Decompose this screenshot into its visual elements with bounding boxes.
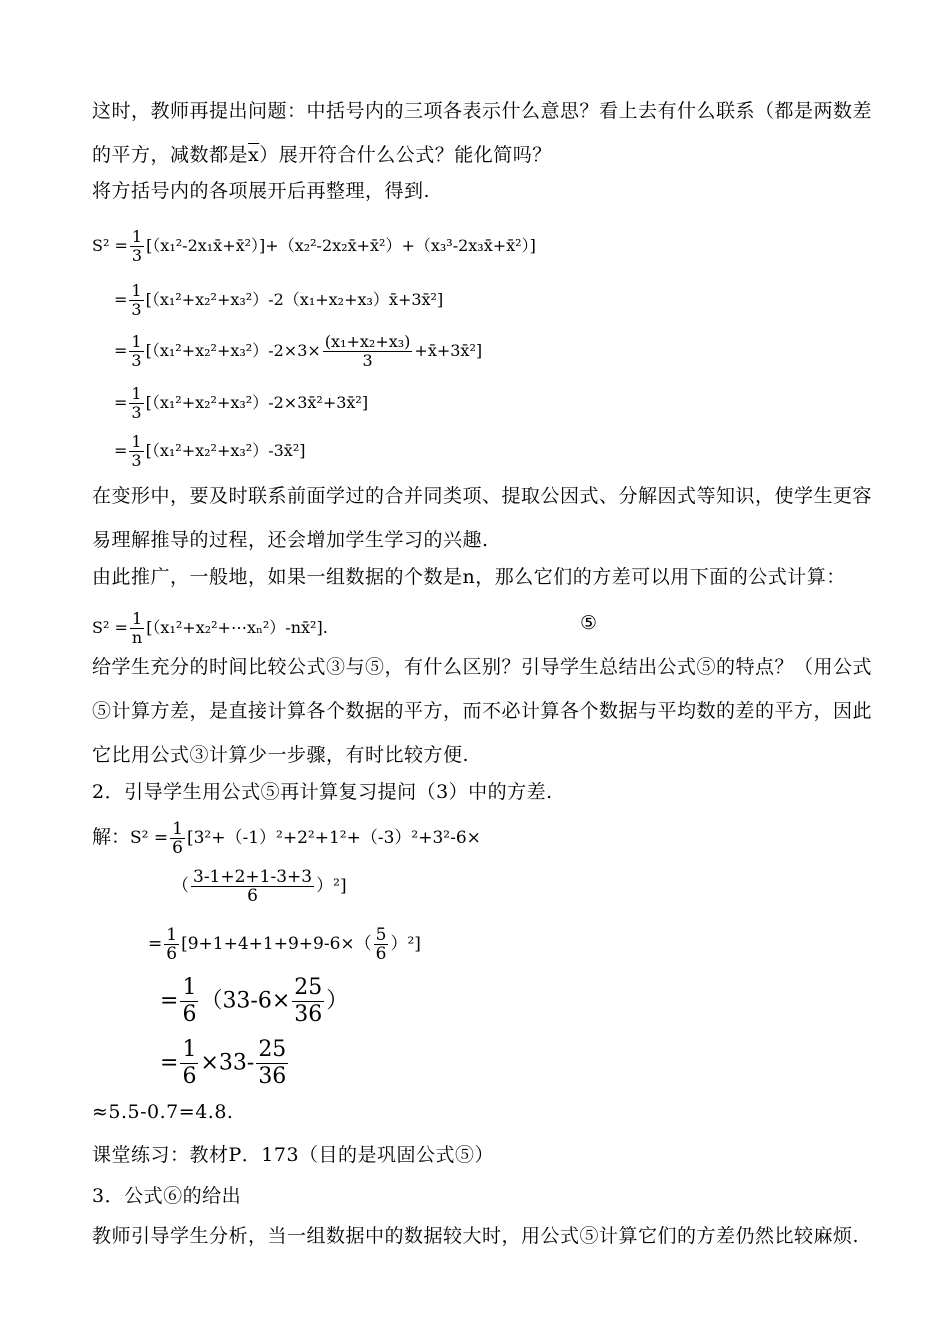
paragraph-transform-line1: 在变形中，要及时联系前面学过的合并同类项、提取公因式、分解因式等知识，使学生更容 [92,485,873,507]
variance-symbol: S² [92,618,110,637]
fraction-one-sixth [164,926,179,963]
expression-end: ）²] [390,934,421,954]
denominator: 6 [182,1002,197,1027]
equals-sign: = [114,341,128,360]
fraction-five-sixths [374,926,389,963]
denominator: 6 [247,886,258,906]
solution-line-4 [160,975,348,1028]
paragraph-question-line2 [92,143,552,167]
fraction-mean [191,868,314,905]
numerator: 3-1+2+1-3+3 [193,867,313,887]
numerator: 1 [131,281,142,300]
equals-sign: = [114,290,128,309]
fraction-sum-over-three [323,333,413,370]
equals-sign: = [114,441,128,460]
equals-sign: = [114,236,128,255]
paragraph-exercise: 课堂练习：教材P．173（目的是巩固公式⑤） [92,1144,495,1166]
denominator: n [131,628,143,647]
solution-label: 解： [92,826,131,848]
derivation-line-4 [114,385,368,422]
paragraph-transform-line2: 易理解推导的过程，还会增加学生学习的兴趣. [92,529,489,551]
fraction-one-third [129,282,143,319]
equals-sign: = [153,828,169,848]
expression: [（x₁²+x₂²+x₃²）-3x̄²] [145,441,306,460]
expression: [（x₁²+x₂²+x₃²）-2×3x̄²+3x̄²] [145,393,369,412]
paragraph-generalize: 由此推广，一般地，如果一组数据的个数是n，那么它们的方差可以用下面的公式计算： [92,566,846,588]
paragraph-step-3: 3．公式⑥的给出 [92,1185,242,1207]
equals-sign: = [160,988,179,1014]
paragraph-teacher-guide: 教师引导学生分析，当一组数据中的数据较大时，用公式⑤计算它们的方差仍然比较麻烦. [92,1225,860,1247]
fraction-one-third [129,333,143,370]
question-text: 的平方，减数都是 [92,144,249,166]
paragraph-step-2: 2．引导学生用公式⑤再计算复习提问（3）中的方差. [92,781,553,803]
general-formula [92,610,328,647]
numerator: 1 [166,925,178,945]
numerator: 1 [182,975,197,1000]
denominator: 36 [294,1002,323,1027]
numerator: 5 [375,925,387,945]
fraction-one-sixth [180,975,198,1028]
solution-line-3 [148,926,421,963]
expression: [（x₁²+x₂²+x₃²）-2×3× [145,341,321,360]
expression: [（x₁²+x₂²+x₃²）-2（x₁+x₂+x₃）x̄+3x̄²] [145,290,444,309]
solution-line-5 [160,1037,290,1090]
fraction-one-third [130,228,144,265]
expression: ×33- [200,1050,255,1076]
denominator: 3 [131,246,143,265]
derivation-line-2 [114,282,443,319]
numerator: 1 [131,432,142,451]
denominator: 3 [131,300,142,319]
denominator: 36 [258,1064,287,1089]
derivation-line-5 [114,433,305,470]
expression: [3²+（-1）²+2²+1²+（-3）²+3²-6× [186,828,481,848]
question-text-rest: ）展开符合什么公式？能化简吗？ [259,144,552,166]
x-bar-symbol: $\overline{x}$ [248,144,260,166]
equals-sign: = [114,618,128,637]
expression-end: ） [326,988,349,1014]
numerator: 1 [182,1037,197,1062]
fraction-one-over-n [130,610,144,647]
denominator: 3 [131,403,142,422]
equals-sign: = [114,393,128,412]
formula-label-5: ⑤ [580,612,598,634]
paragraph-compare-line2: ⑤计算方差，是直接计算各个数据的平方，而不必计算各个数据与平均数的差的平方，因此 [92,700,873,722]
numerator: 25 [258,1037,287,1062]
numerator: 1 [131,384,142,403]
expression: （33-6× [200,988,291,1014]
variance-symbol: S² [130,828,149,848]
paragraph-question-line1: 这时，教师再提出问题：中括号内的三项各表示什么意思？看上去有什么联系（都是两数差 [92,100,873,122]
fraction-one-third [129,385,143,422]
denominator: 6 [182,1064,197,1089]
derivation-line-1 [92,228,536,265]
derivation-line-3 [114,333,482,370]
open-paren: （ [172,876,189,896]
paragraph-compare-line3: 它比用公式③计算少一步骤，有时比较方便. [92,744,470,766]
paragraph-expand: 将方括号内的各项展开后再整理，得到. [92,180,431,202]
fraction-one-sixth [180,1037,198,1090]
expression: [9+1+4+1+9+9-6×（ [181,934,372,954]
denominator: 6 [375,944,387,964]
paragraph-compare-line1: 给学生充分的时间比较公式③与⑤，有什么区别？引导学生总结出公式⑤的特点？（用公式 [92,656,873,678]
expression: [（x₁²-2x₁x̄+x̄²）]+（x₂²-2x₂x̄+x̄²）+（x₃³-2x₃x̄+x̄²）] [146,236,536,255]
solution-line-2 [172,868,347,905]
variance-symbol: S² [92,236,110,255]
approx-result: ≈5.5-0.7=4.8. [92,1101,234,1123]
numerator: 1 [172,819,183,839]
expression: [（x₁²+x₂²+⋯xₙ²）-nx̄²]. [146,618,328,637]
fraction-25-36 [256,1037,288,1090]
numerator: 1 [131,227,143,246]
denominator: 3 [131,451,142,470]
expression-end: +x̄+3x̄²] [414,341,483,360]
denominator: 3 [131,351,142,370]
numerator: 1 [131,332,142,351]
denominator: 6 [172,838,183,858]
denominator: 3 [362,351,373,370]
equals-sign: = [148,934,163,954]
close-paren: ）²] [316,876,347,896]
equals-sign: = [160,1050,179,1076]
solution-line-1 [92,820,481,857]
fraction-25-36 [292,975,324,1028]
fraction-one-third [129,433,143,470]
fraction-one-sixth [170,820,185,857]
numerator: 1 [130,610,144,629]
denominator: 6 [166,944,178,964]
numerator: (x₁+x₂+x₃) [324,332,411,351]
numerator: 25 [294,975,323,1000]
